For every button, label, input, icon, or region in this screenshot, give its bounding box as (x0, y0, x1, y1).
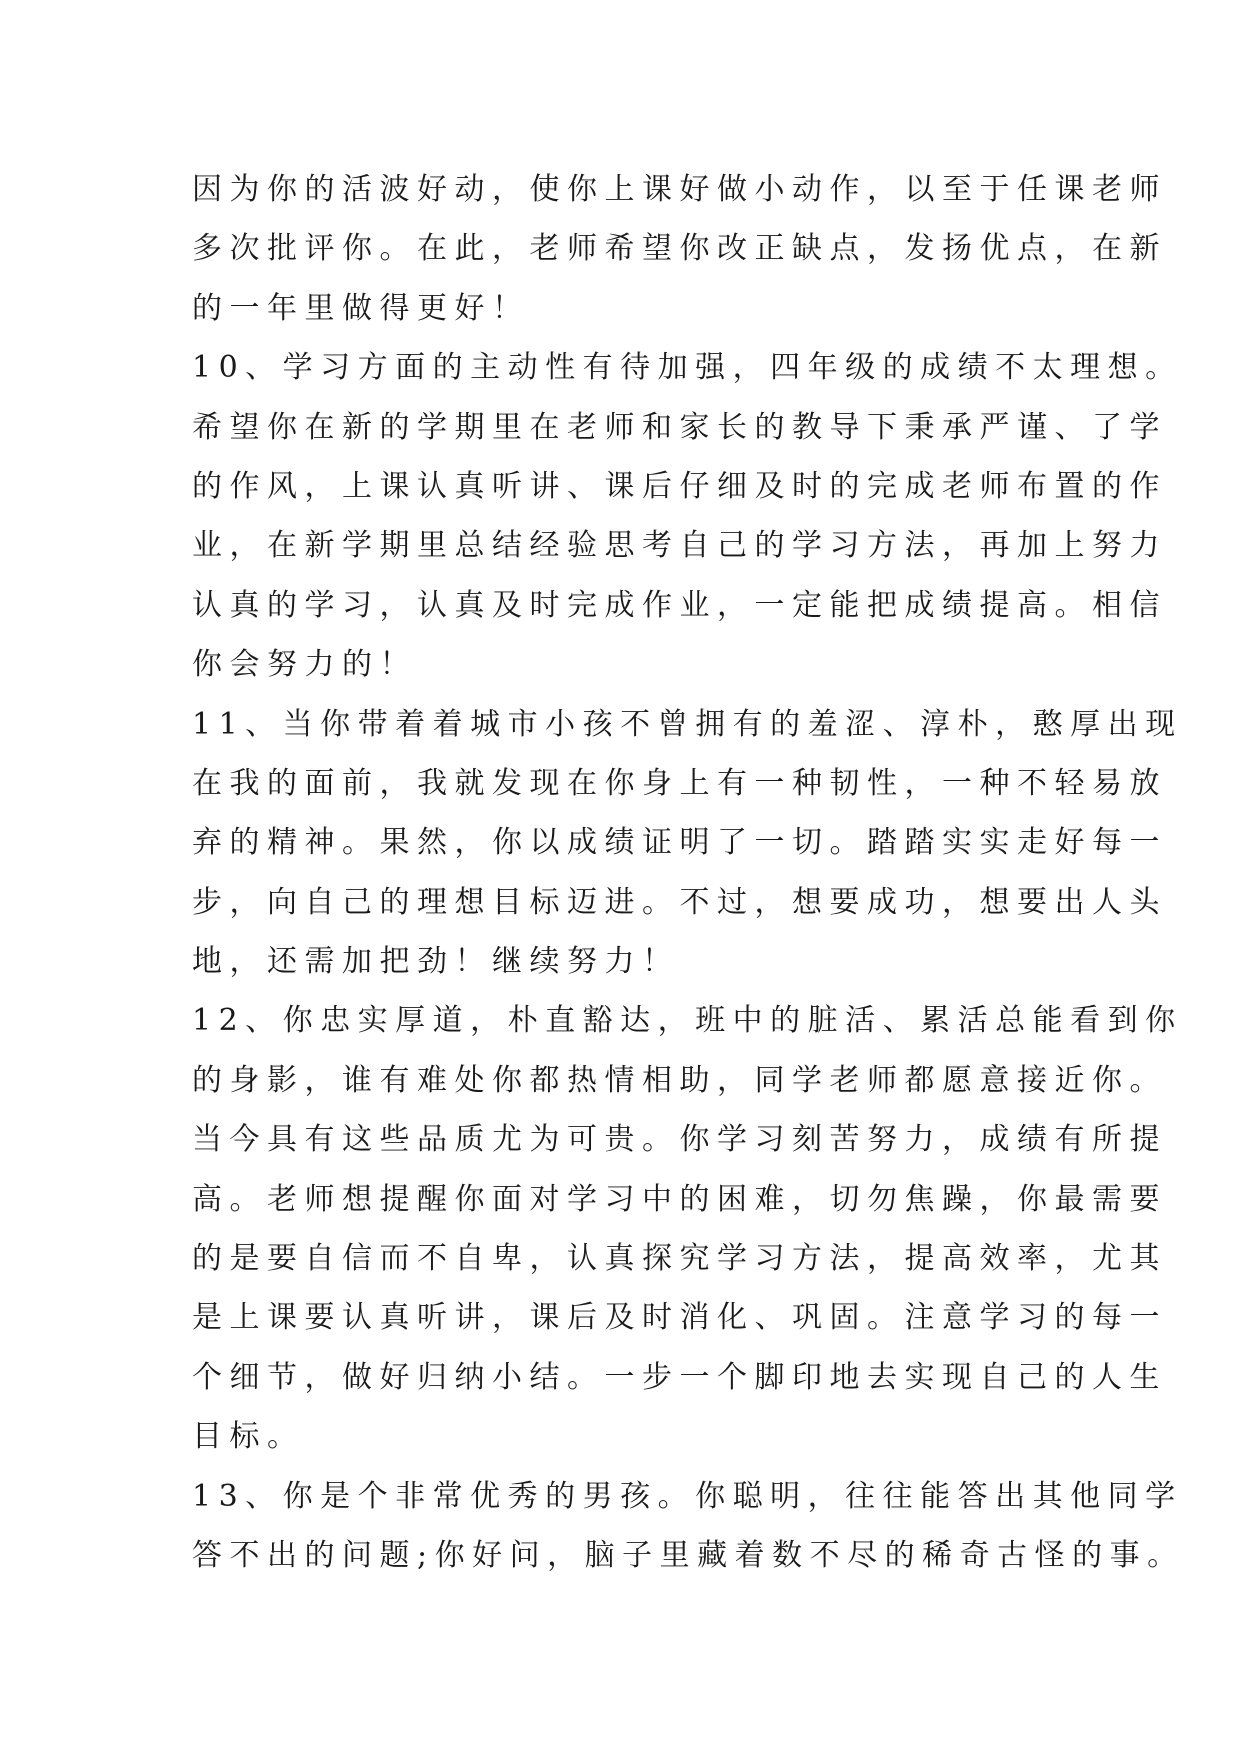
text-line: 目标。 (192, 1419, 305, 1455)
text-line: 地，还需加把劲！继续努力！ (192, 944, 680, 980)
text-line: 是上课要认真听讲，课后及时消化、巩固。注意学习的每一 (192, 1300, 1167, 1336)
text-line: 10、学习方面的主动性有待加强，四年级的成绩不太理想。 (192, 350, 1183, 386)
text-line: 多次批评你。在此，老师希望你改正缺点，发扬优点，在新 (192, 231, 1167, 267)
text-line: 答不出的问题;你好问，脑子里藏着数不尽的稀奇古怪的事。 (192, 1537, 1185, 1573)
text-line: 在我的面前，我就发现在你身上有一种韧性，一种不轻易放 (192, 765, 1167, 801)
text-line: 的一年里做得更好！ (192, 290, 530, 326)
text-line: 12、你忠实厚道，朴直豁达，班中的脏活、累活总能看到你 (192, 1003, 1183, 1039)
text-line: 步，向自己的理想目标迈进。不过，想要成功，想要出人头 (192, 884, 1167, 920)
text-line: 的身影，谁有难处你都热情相助，同学老师都愿意接近你。 (192, 1062, 1167, 1098)
text-line: 11、当你带着着城市小孩不曾拥有的羞涩、淳朴，憨厚出现 (192, 706, 1183, 742)
text-line: 认真的学习，认真及时完成作业，一定能把成绩提高。相信 (192, 587, 1167, 623)
text-line: 当今具有这些品质尤为可贵。你学习刻苦努力，成绩有所提 (192, 1122, 1167, 1158)
text-line: 的作风，上课认真听讲、课后仔细及时的完成老师布置的作 (192, 468, 1167, 504)
text-line: 个细节，做好归纳小结。一步一个脚印地去实现自己的人生 (192, 1359, 1167, 1395)
document-body (192, 160, 1185, 1585)
text-line: 业，在新学期里总结经验思考自己的学习方法，再加上努力 (192, 528, 1167, 564)
text-line: 因为你的活波好动，使你上课好做小动作，以至于任课老师 (192, 172, 1167, 207)
text-line: 高。老师想提醒你面对学习中的困难，切勿焦躁，你最需要 (192, 1181, 1167, 1217)
text-line: 希望你在新的学期里在老师和家长的教导下秉承严谨、了学 (192, 409, 1167, 445)
text-line: 的是要自信而不自卑，认真探究学习方法，提高效率，尤其 (192, 1241, 1167, 1277)
text-line: 13、你是个非常优秀的男孩。你聪明，往往能答出其他同学 (192, 1478, 1183, 1514)
text-line: 弃的精神。果然，你以成绩证明了一切。踏踏实实走好每一 (192, 825, 1167, 861)
text-line: 你会努力的！ (192, 647, 417, 683)
